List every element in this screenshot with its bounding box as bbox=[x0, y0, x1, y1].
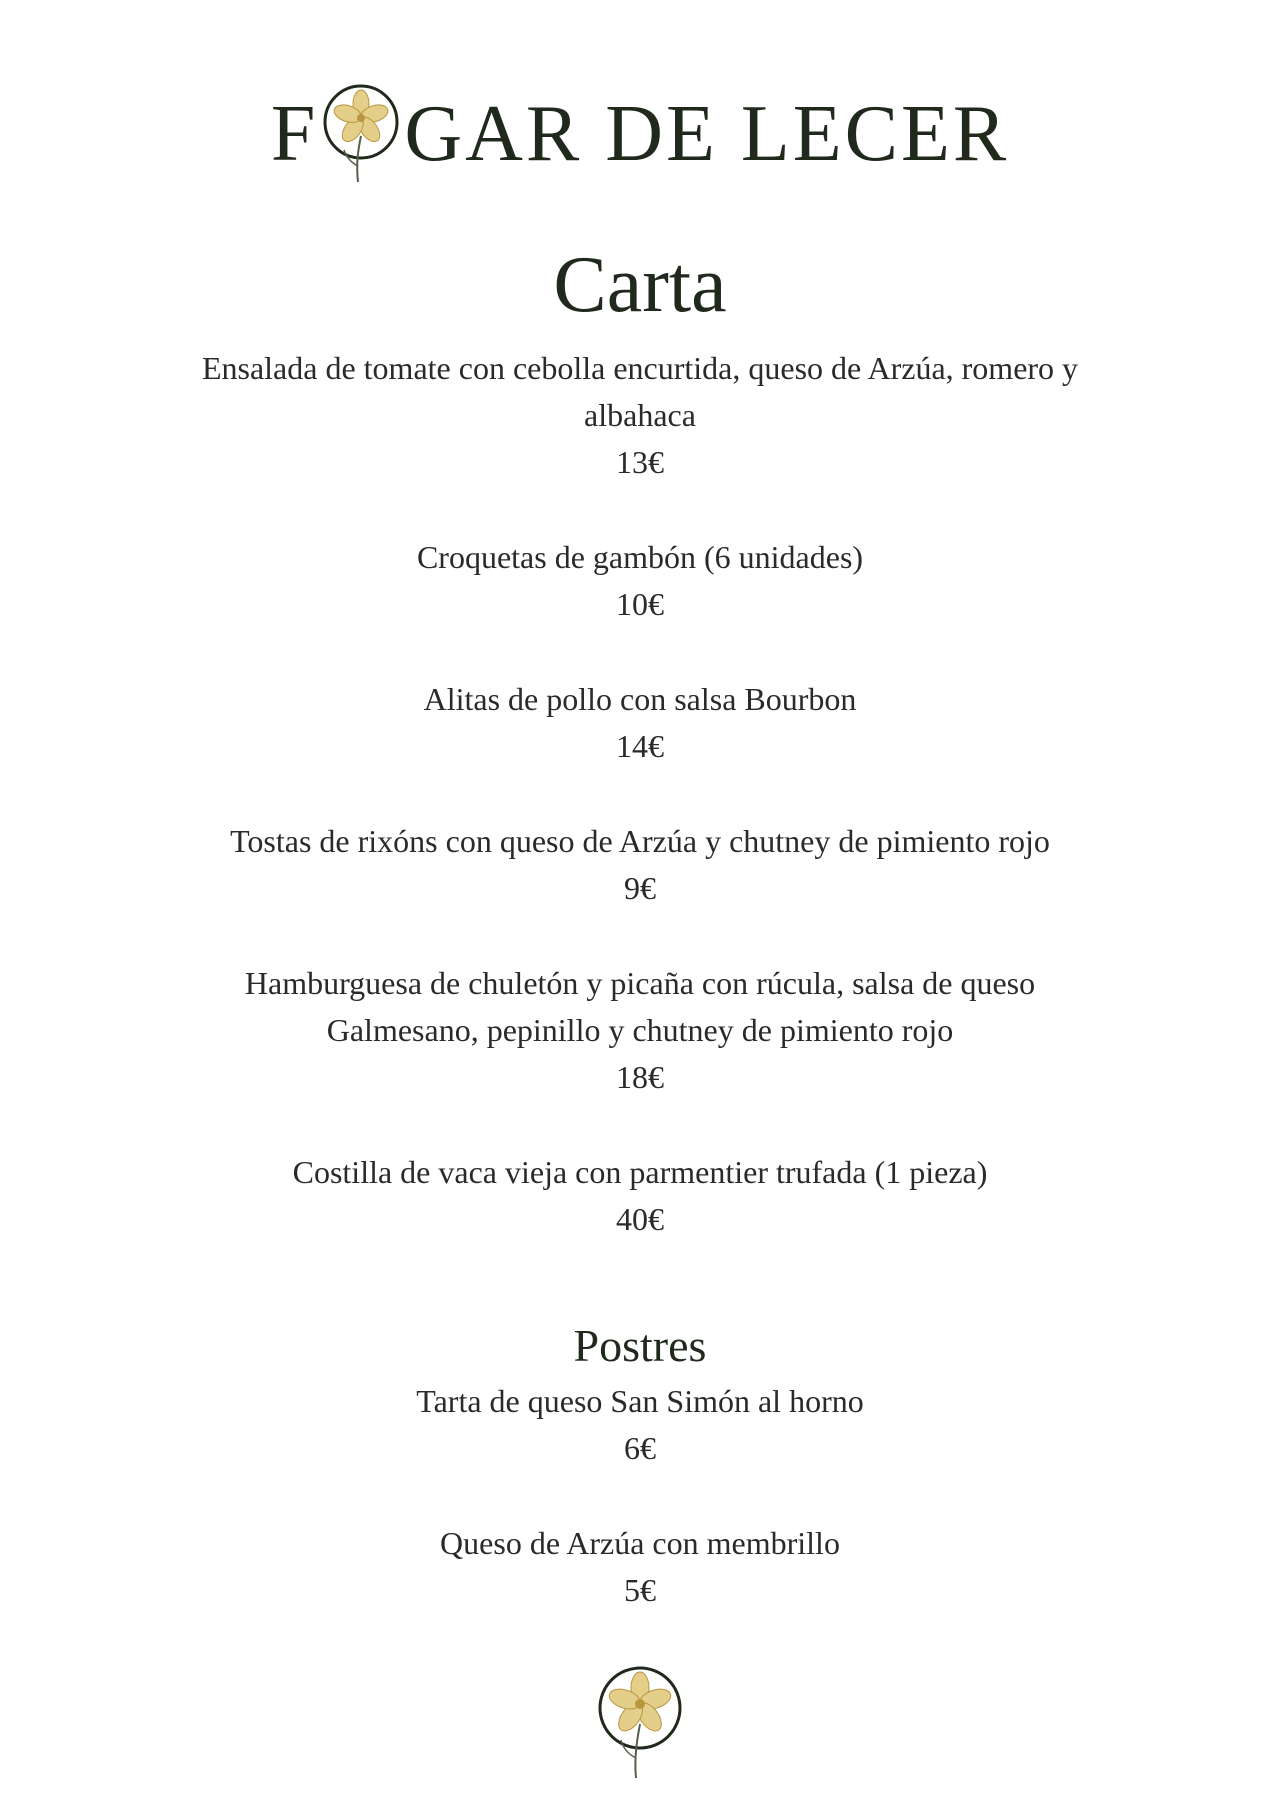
postres-list bbox=[180, 1378, 1100, 1662]
menu-item-price: 9€ bbox=[624, 870, 656, 906]
logo-text bbox=[271, 78, 1009, 188]
menu-item-price: 13€ bbox=[616, 444, 664, 480]
logo bbox=[0, 78, 1280, 188]
logo-text-rest: GAR DE LECER bbox=[404, 90, 1010, 178]
menu-item-price: 6€ bbox=[624, 1430, 656, 1466]
menu-item bbox=[180, 676, 1100, 770]
menu-item-name: Hamburguesa de chuletón y picaña con rúcula, salsa de queso Galmesano, pepinillo y chutney de pimiento rojo bbox=[244, 965, 1036, 1048]
menu-item-name: Ensalada de tomate con cebolla encurtida, queso de Arzúa, romero y albahaca bbox=[201, 350, 1079, 433]
menu-item-price: 5€ bbox=[624, 1572, 656, 1608]
carta-list bbox=[180, 345, 1100, 1291]
menu-item bbox=[180, 345, 1100, 486]
menu-item bbox=[180, 818, 1100, 912]
menu-item bbox=[180, 960, 1100, 1101]
menu-item-name: Tarta de queso San Simón al horno bbox=[416, 1383, 864, 1419]
menu-item bbox=[180, 1149, 1100, 1243]
section-title-postres: Postres bbox=[573, 1320, 707, 1371]
menu-item bbox=[180, 534, 1100, 628]
menu-item bbox=[180, 1378, 1100, 1472]
menu-item-name: Croquetas de gambón (6 unidades) bbox=[416, 539, 864, 575]
flower-emblem-icon bbox=[594, 1662, 686, 1782]
menu-item-price: 10€ bbox=[616, 586, 664, 622]
flower-o-icon bbox=[320, 78, 402, 188]
section-title-carta: Carta bbox=[553, 241, 727, 329]
menu-item-price: 40€ bbox=[616, 1201, 664, 1237]
menu-item-name: Queso de Arzúa con membrillo bbox=[440, 1525, 840, 1561]
logo-letter-f: F bbox=[270, 90, 319, 178]
menu-item-price: 14€ bbox=[616, 728, 664, 764]
menu-item bbox=[180, 1520, 1100, 1614]
menu-item-price: 18€ bbox=[616, 1059, 664, 1095]
menu-item-name: Alitas de pollo con salsa Bourbon bbox=[423, 681, 857, 717]
menu-item-name: Costilla de vaca vieja con parmentier trufada (1 pieza) bbox=[292, 1154, 988, 1190]
menu-item-name: Tostas de rixóns con queso de Arzúa y chutney de pimiento rojo bbox=[230, 823, 1050, 859]
